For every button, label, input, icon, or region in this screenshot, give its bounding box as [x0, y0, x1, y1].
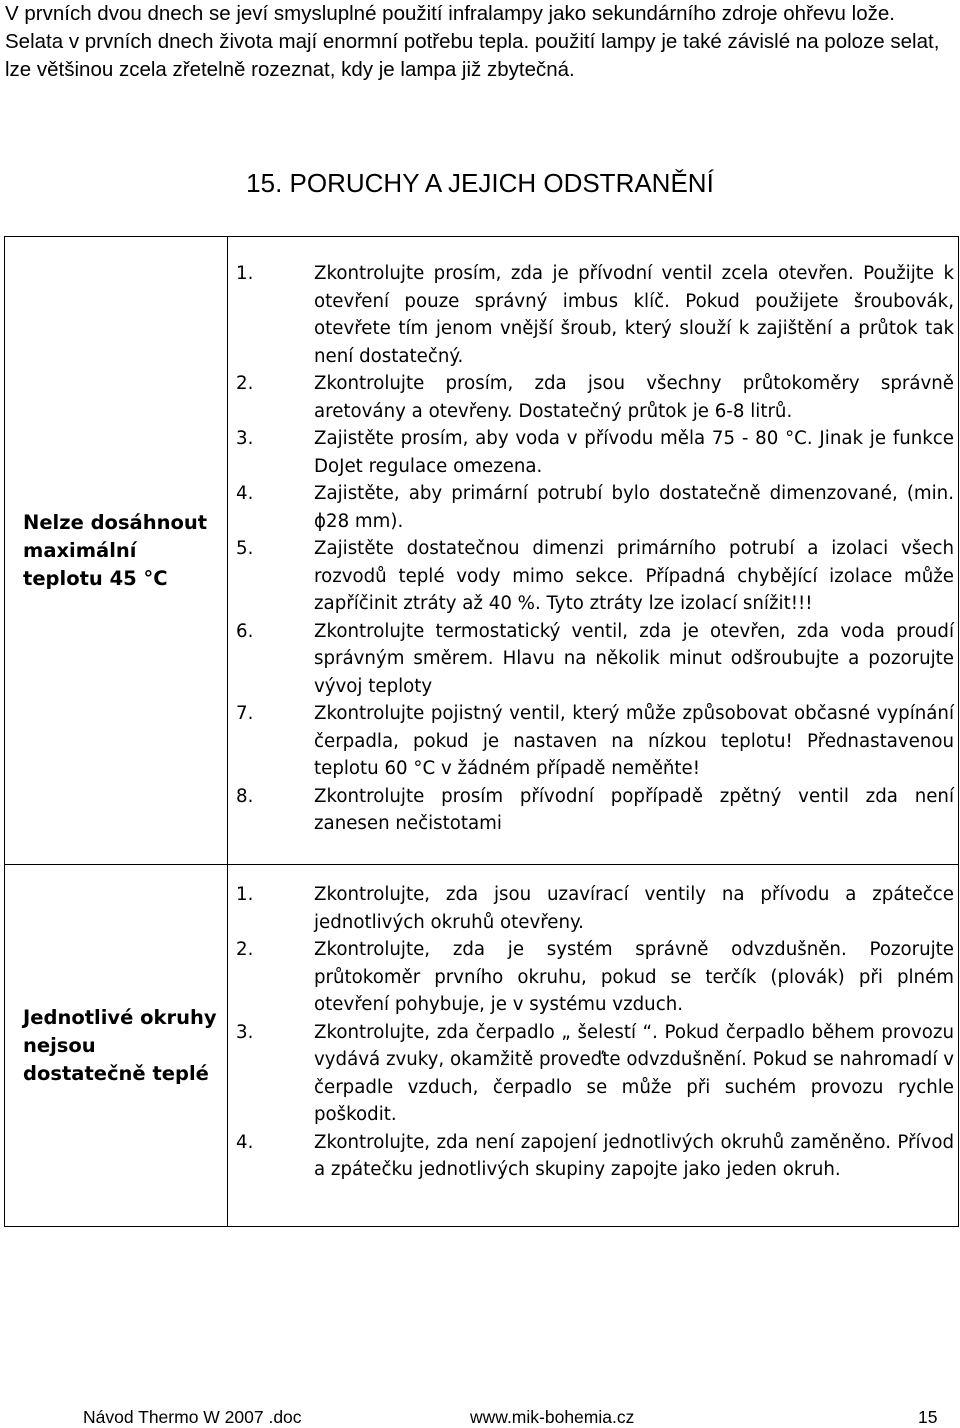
- step-number: 8.: [236, 785, 254, 807]
- troubleshooting-table: [4, 236, 959, 1227]
- step-number: 6.: [236, 620, 254, 642]
- step-text: Zajistěte dostatečnou dimenzi primárního potrubí a izolaci všech rozvodů teplé vody mimo sekce. Případná chybějící izolace může zapříčinit ztráty až 40 %. Tyto ztráty lze izolací snížit!!!: [314, 538, 954, 614]
- step-text: Zkontrolujte prosím, zda jsou všechny průtokoměry správně aretovány a otevřeny. Dostatečný průtok je 6-8 litrů.: [314, 373, 954, 422]
- symptom-cell: Jednotlivé okruhy nejsou dostatečně teplé: [5, 865, 228, 1227]
- list-item: [236, 370, 954, 425]
- step-text: Zkontrolujte, zda čerpadlo „ šelestí “. Pokud čerpadlo během provozu vydává zvuky, okamžitě proveďte odvzdušnění. Pokud se nahromadí v čerpadle vzduch, čerpadlo se může při suchém provozu rychle poškodit.: [314, 1021, 954, 1125]
- step-number: 5.: [236, 538, 254, 559]
- fixes-cell: [228, 865, 959, 1227]
- step-text: Zkontrolujte prosím, zda je přívodní ventil zcela otevřen. Použijte k otevření pouze správný imbus klíč. Pokud použijete šroubovák, otevřete tím jenom vnější šroub, který slouží k zajištění a průtok tak není dostatečný.: [314, 263, 954, 367]
- list-item: [236, 700, 954, 783]
- step-number: 2.: [236, 373, 254, 394]
- list-item: [236, 480, 954, 535]
- step-number: 3.: [236, 428, 254, 449]
- step-number: 1.: [236, 884, 254, 905]
- step-number: 2.: [236, 939, 254, 960]
- step-text: Zkontrolujte, zda jsou uzavírací ventily na přívodu a zpátečce jednotlivých okruhů otevřeny.: [314, 884, 954, 933]
- step-text: Zkontrolujte, zda je systém správně odvzdušněn. Pozorujte průtokoměr prvního okruhu, pokud se terčík (plovák) při plném otevření pohybuje, je v systému vzduch.: [314, 939, 954, 1015]
- step-number: 1.: [236, 263, 254, 284]
- list-item: [236, 1129, 954, 1184]
- symptom-cell: Nelze dosáhnout maximální teplotu 45 °C: [5, 237, 228, 865]
- fixes-cell: [228, 237, 959, 865]
- section-title: 15. PORUCHY A JEJICH ODSTRANĚNÍ: [246, 168, 714, 198]
- list-item: [236, 936, 954, 1019]
- list-item: [236, 1019, 954, 1129]
- steps-list: [236, 260, 954, 838]
- step-number: 4.: [236, 1131, 254, 1153]
- footer-document-name: Návod Thermo W 2007 .doc: [83, 1407, 302, 1427]
- step-text: Zkontrolujte prosím přívodní popřípadě zpětný ventil zda není zanesen nečistotami: [314, 785, 954, 834]
- list-item: [236, 618, 954, 701]
- step-number: 7.: [236, 703, 254, 724]
- table-row: [5, 237, 959, 865]
- table-row: [5, 865, 959, 1227]
- step-text: Zajistěte prosím, aby voda v přívodu měla 75 - 80 °C. Jinak je funkce DoJet regulace omezena.: [314, 428, 954, 477]
- intro-paragraph: V prvních dvou dnech se jeví smysluplné použití infralampy jako sekundárního zdroje ohřevu lože. Selata v prvních dnech života mají enormní potřebu tepla. použití lampy je také závislé na poloze selat, lze většinou zcela zřetelně rozeznat, kdy je lampa již zbytečná.: [5, 2, 940, 81]
- list-item: [236, 535, 954, 618]
- footer-url: www.mik-bohemia.cz: [470, 1407, 635, 1427]
- footer-page-number: 15: [918, 1407, 938, 1427]
- step-number: 4.: [236, 483, 254, 504]
- list-item: [236, 425, 954, 480]
- step-text: Zajistěte, aby primární potrubí bylo dostatečně dimenzované, (min. ϕ28 mm).: [314, 483, 954, 532]
- step-text: Zkontrolujte, zda není zapojení jednotlivých okruhů zaměněno. Přívod a zpátečku jednotlivých skupiny zapojte jako jeden okruh.: [314, 1131, 954, 1180]
- step-text: Zkontrolujte pojistný ventil, který může způsobovat občasné vypínání čerpadla, pokud je nastaven na nízkou teplotu! Přednastavenou teplotu 60 °C v žádném případě neměňte!: [314, 703, 954, 779]
- list-item: [236, 260, 954, 370]
- step-number: 3.: [236, 1021, 254, 1043]
- list-item: [236, 881, 954, 936]
- list-item: [236, 783, 954, 838]
- step-text: Zkontrolujte termostatický ventil, zda je otevřen, zda voda proudí správným směrem. Hlavu na několik minut odšroubujte a pozorujte vývoj teploty: [314, 620, 954, 697]
- steps-list: [236, 881, 954, 1184]
